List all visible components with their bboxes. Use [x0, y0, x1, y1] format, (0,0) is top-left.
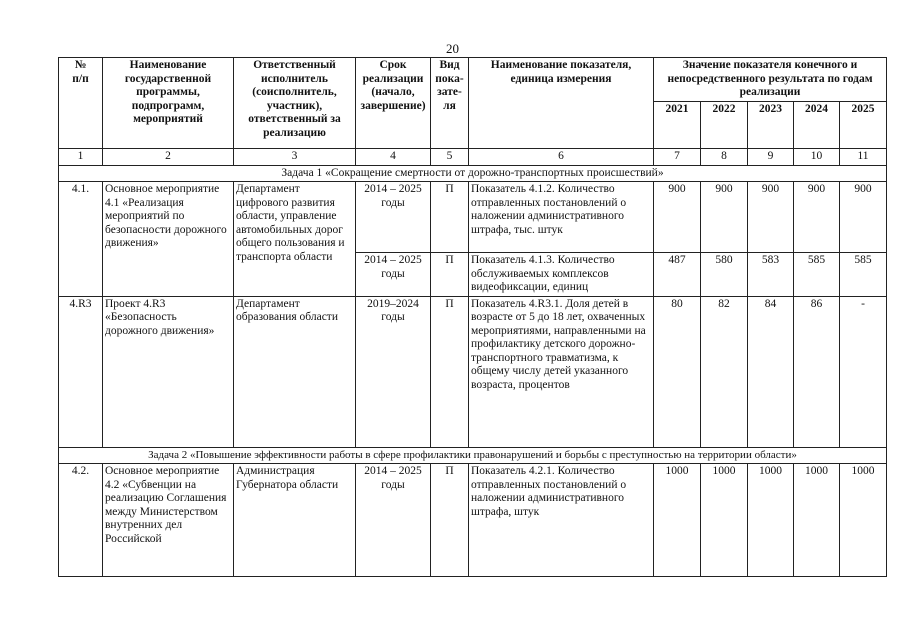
column-number: 1: [59, 148, 103, 165]
value-2021: 900: [654, 182, 701, 253]
table-row: [59, 464, 887, 577]
header-indicator: Наименование показателя, единица измерения: [469, 58, 654, 149]
header-year: 2025: [840, 101, 887, 148]
indicator-type: П: [431, 253, 469, 297]
executor-name: Администрация Губернатора области: [234, 464, 356, 577]
value-2023: 900: [748, 182, 794, 253]
value-2023: 583: [748, 253, 794, 297]
table-row: [59, 182, 887, 253]
task-1-title: Задача 1 «Сокращение смертности от дорожно-транспортных происшествий»: [59, 165, 887, 182]
header-row: [59, 58, 887, 102]
program-name: Основное мероприятие 4.1 «Реализация мероприятий по безопасности дорожного движения»: [103, 182, 234, 297]
value-2024: 585: [794, 253, 840, 297]
indicator-name: Показатель 4.R3.1. Доля детей в возрасте от 5 до 18 лет, охваченных мероприятиями, направленными на профилактику детского дорожно-транспортного травматизма, к общему числу детей указанного возраста, процентов: [469, 296, 654, 447]
indicator-name: Показатель 4.2.1. Количество отправленных постановлений о наложении административного штрафа, штук: [469, 464, 654, 577]
header-executor: Ответственный исполнитель (соисполнитель, участник), ответственный за реализацию: [234, 58, 356, 149]
value-2022: 1000: [701, 464, 748, 577]
program-name: Проект 4.R3 «Безопасность дорожного движения»: [103, 296, 234, 447]
row-number: 4.R3: [59, 296, 103, 447]
column-number: 2: [103, 148, 234, 165]
column-number: 11: [840, 148, 887, 165]
header-year: 2024: [794, 101, 840, 148]
value-2021: 80: [654, 296, 701, 447]
header-year: 2021: [654, 101, 701, 148]
value-2024: 86: [794, 296, 840, 447]
header-term: Срок реализации (начало, завершение): [356, 58, 431, 149]
indicator-type: П: [431, 296, 469, 447]
indicator-type: П: [431, 464, 469, 577]
task-2-title: Задача 2 «Повышение эффективности работы в сфере профилактики правонарушений и борьбы с преступностью на территории области»: [59, 447, 887, 464]
column-number: 3: [234, 148, 356, 165]
value-2025: 585: [840, 253, 887, 297]
indicators-table: [58, 57, 887, 577]
row-number: 4.1.: [59, 182, 103, 297]
header-year: 2022: [701, 101, 748, 148]
indicator-type: П: [431, 182, 469, 253]
column-number: 10: [794, 148, 840, 165]
header-values-group: Значение показателя конечного и непосредственного результата по годам реализации: [654, 58, 887, 102]
program-name: Основное мероприятие 4.2 «Субвенции на реализацию Соглашения между Министерством внутренних дел Российской: [103, 464, 234, 577]
column-number: 8: [701, 148, 748, 165]
term: 2014 – 2025 годы: [356, 182, 431, 253]
task-row: [59, 447, 887, 464]
value-2024: 1000: [794, 464, 840, 577]
value-2023: 1000: [748, 464, 794, 577]
value-2022: 580: [701, 253, 748, 297]
executor-name: Департамент образования области: [234, 296, 356, 447]
value-2025: 900: [840, 182, 887, 253]
column-number: 7: [654, 148, 701, 165]
value-2022: 900: [701, 182, 748, 253]
header-year: 2023: [748, 101, 794, 148]
page-number: 20: [446, 41, 459, 56]
column-numbers-row: [59, 148, 887, 165]
term: 2019–2024 годы: [356, 296, 431, 447]
column-number: 5: [431, 148, 469, 165]
column-number: 9: [748, 148, 794, 165]
header-no: № п/п: [59, 58, 103, 149]
table-row: [59, 296, 887, 447]
indicator-name: Показатель 4.1.2. Количество отправленных постановлений о наложении административного штрафа, тыс. штук: [469, 182, 654, 253]
term: 2014 – 2025 годы: [356, 464, 431, 577]
value-2021: 1000: [654, 464, 701, 577]
row-number: 4.2.: [59, 464, 103, 577]
executor-name: Департамент цифрового развития области, управление автомобильных дорог общего пользования и транспорта области: [234, 182, 356, 297]
task-row: [59, 165, 887, 182]
column-number: 6: [469, 148, 654, 165]
value-2023: 84: [748, 296, 794, 447]
value-2022: 82: [701, 296, 748, 447]
indicator-name: Показатель 4.1.3. Количество обслуживаемых комплексов видеофиксации, единиц: [469, 253, 654, 297]
column-number: 4: [356, 148, 431, 165]
header-type: Вид пока-зате-ля: [431, 58, 469, 149]
value-2024: 900: [794, 182, 840, 253]
term: 2014 – 2025 годы: [356, 253, 431, 297]
header-program: Наименование государственной программы, подпрограмм, мероприятий: [103, 58, 234, 149]
value-2025: -: [840, 296, 887, 447]
value-2021: 487: [654, 253, 701, 297]
value-2025: 1000: [840, 464, 887, 577]
